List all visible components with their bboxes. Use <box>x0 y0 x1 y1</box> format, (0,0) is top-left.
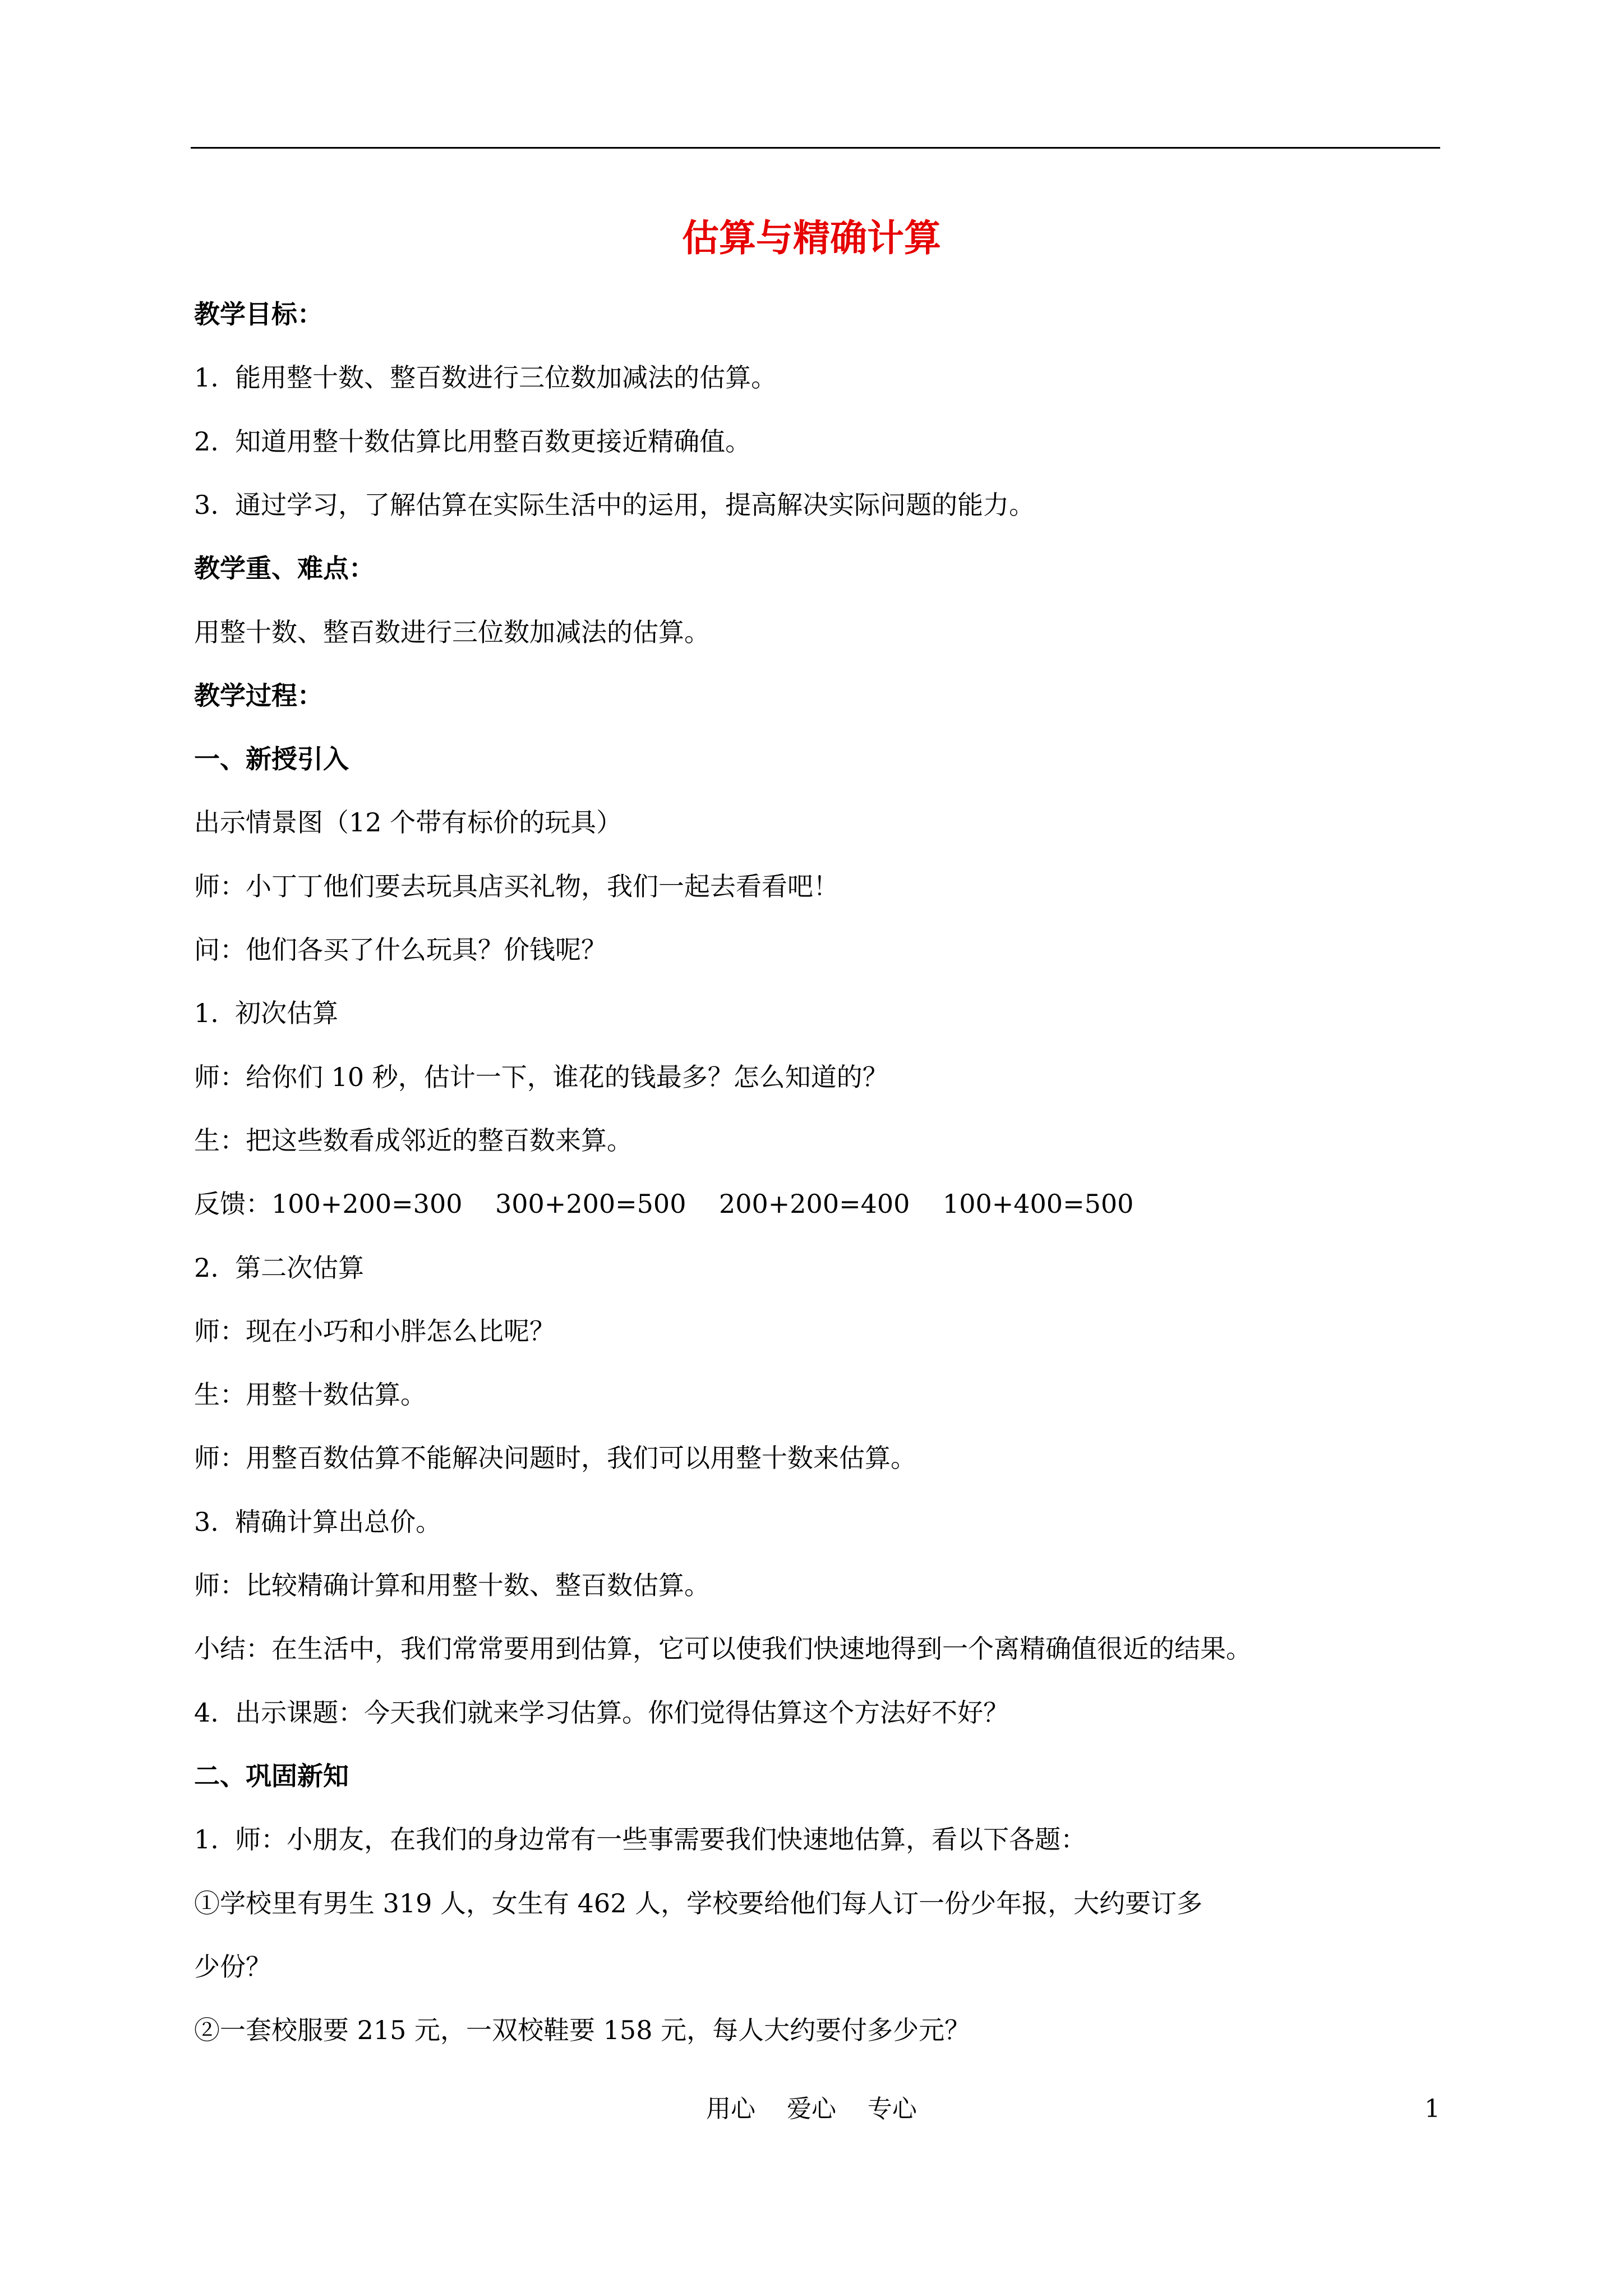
body-line: 生：用整十数估算。 <box>194 1379 426 1410</box>
body-line: 问：他们各买了什么玩具？价钱呢？ <box>194 935 607 965</box>
body-line: 师：用整百数估算不能解决问题时，我们可以用整十数来估算。 <box>194 1443 916 1473</box>
body-line: 1. 能用整十数、整百数进行三位数加减法的估算。 <box>194 362 777 393</box>
body-line: ①学校里有男生 319 人，女生有 462 人，学校要给他们每人订一份少年报，大约要订多 <box>194 1888 1203 1918</box>
body-line: 2. 知道用整十数估算比用整百数更接近精确值。 <box>194 426 751 457</box>
body-line: 少份？ <box>194 1952 271 1982</box>
body-line: 生：把这些数看成邻近的整百数来算。 <box>194 1125 633 1156</box>
body-line: 1. 初次估算 <box>194 998 339 1028</box>
body-line: 1. 师：小朋友，在我们的身边常有一些事需要我们快速地估算，看以下各题： <box>194 1824 1087 1855</box>
body-line: 出示情景图（12 个带有标价的玩具） <box>194 807 623 838</box>
footer-motto: 用心 爱心 专心 <box>706 2095 917 2123</box>
body-line: 小结：在生活中，我们常常要用到估算，它可以使我们快速地得到一个离精确值很近的结果。 <box>194 1634 1252 1664</box>
section-heading: 一、新授引入 <box>194 744 349 774</box>
body-line: ②一套校服要 215 元，一双校鞋要 158 元，每人大约要付多少元？ <box>194 2015 971 2045</box>
body-line: 反馈：100+200=300 300+200=500 200+200=400 100+400=500 <box>194 1189 1134 1219</box>
body-line: 用整十数、整百数进行三位数加减法的估算。 <box>194 617 710 647</box>
body-line: 师：小丁丁他们要去玩具店买礼物，我们一起去看看吧！ <box>194 871 839 901</box>
section-heading: 二、巩固新知 <box>194 1761 349 1791</box>
body-line: 2. 第二次估算 <box>194 1253 365 1283</box>
section-heading: 教学目标： <box>194 299 323 329</box>
body-line: 师：比较精确计算和用整十数、整百数估算。 <box>194 1570 710 1600</box>
body-line: 师：现在小巧和小胖怎么比呢？ <box>194 1316 555 1346</box>
document-title: 估算与精确计算 <box>682 217 941 260</box>
page-number: 1 <box>1424 2095 1440 2123</box>
header-rule <box>191 147 1440 149</box>
body-line: 4. 出示课题：今天我们就来学习估算。你们觉得估算这个方法好不好？ <box>194 1697 1009 1728</box>
section-heading: 教学重、难点： <box>194 553 375 583</box>
body-line: 3. 通过学习，了解估算在实际生活中的运用，提高解决实际问题的能力。 <box>194 490 1035 520</box>
body-line: 3. 精确计算出总价。 <box>194 1507 442 1537</box>
body-line: 师：给你们 10 秒，估计一下，谁花的钱最多？怎么知道的？ <box>194 1062 888 1092</box>
section-heading: 教学过程： <box>194 680 323 711</box>
